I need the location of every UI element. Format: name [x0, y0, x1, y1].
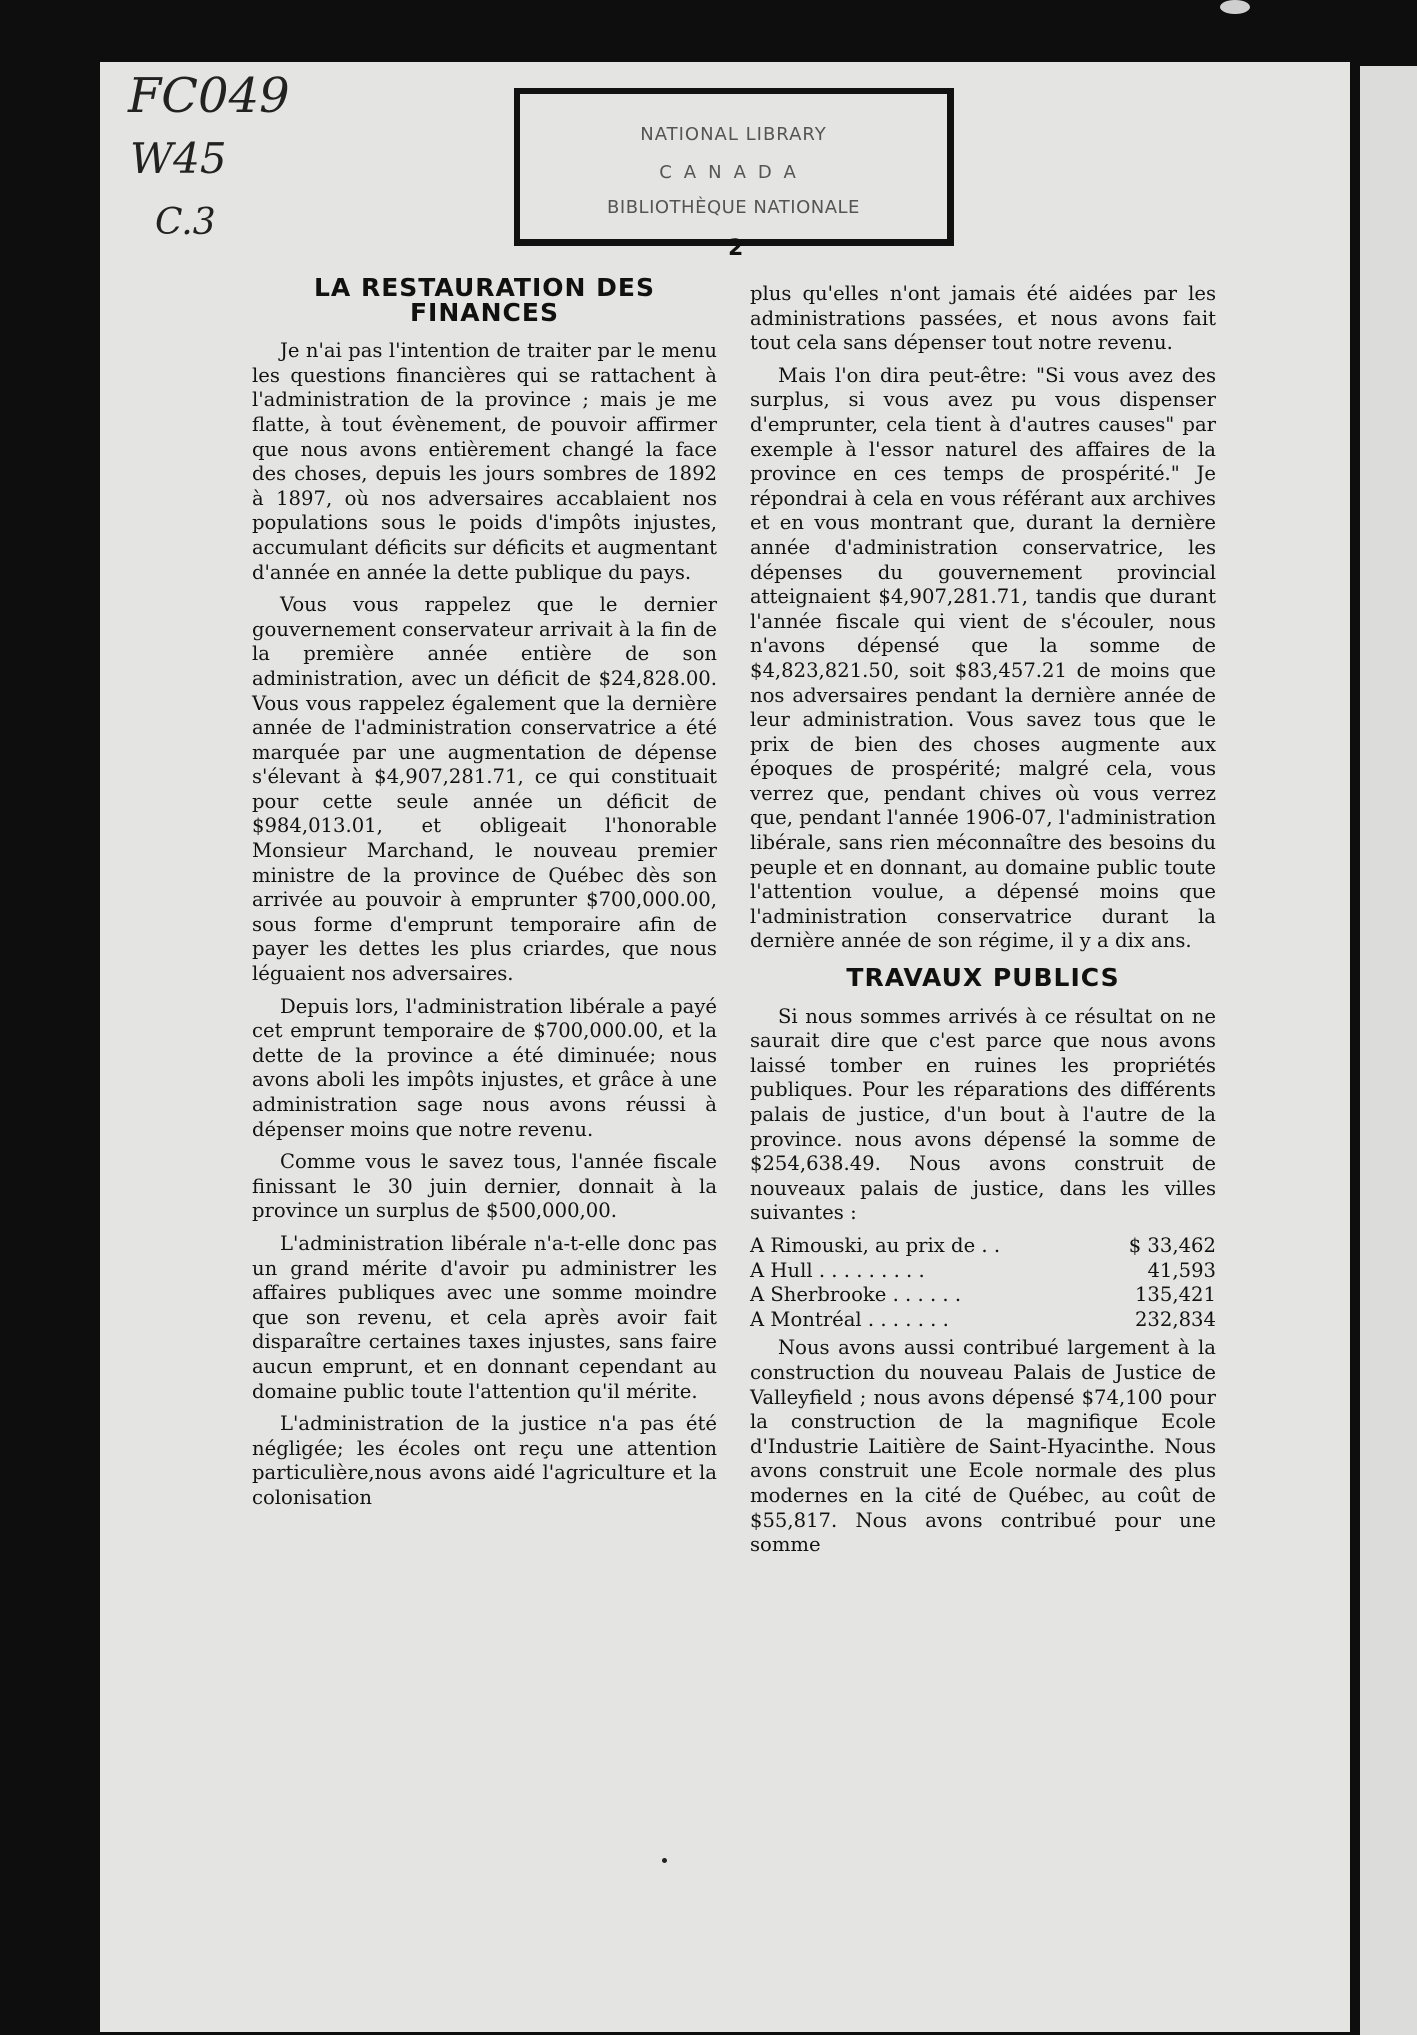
paragraph: L'administration libérale n'a-t-elle donc pas un grand mérite d'avoir pu administrer les affaires publiques avec une somme moindre que son revenu, et cela après avoir fait disparaître certaines taxes injustes, sans faire aucun emprunt, et en donnant cependant au domaine public toute l'attention qu'il mérite. [252, 1231, 717, 1403]
cost-label: A Rimouski, au prix de . . [750, 1233, 1001, 1257]
cost-value: 135,421 [1134, 1283, 1216, 1307]
stamp-line-2: CANADA [659, 162, 808, 183]
adjacent-page-edge [1360, 66, 1417, 2035]
paragraph: Je n'ai pas l'intention de traiter par le menu les questions financières qui se rattachent à l'administration de la province ; mais je me flatte, à tout évènement, de pouvoir affirmer que nous avons entièrement changé la face des choses, depuis les jours sombres de 1892 à 1897, où nos adversaires accablaient nos populations sous le poids d'impôts injustes, accumulant déficits sur déficits et augmentant d'année en année la dette publique du pays. [252, 339, 717, 584]
paragraph: Depuis lors, l'administration libérale a payé cet emprunt temporaire de $700,000.00, et la dette de la province a été diminuée; nous avons aboli les impôts injustes, et grâce à une administration sage nous avons réussi à dépenser moins que notre revenu. [252, 994, 717, 1141]
right-column [750, 282, 1216, 1566]
courthouse-cost-list [750, 1234, 1216, 1332]
cost-row [750, 1259, 1216, 1284]
paragraph: Mais l'on dira peut-être: "Si vous avez des surplus, si vous avez pu vous dispenser d'emprunter, cela tient à d'autres causes" par exemple à l'essor naturel des affaires de la province en ces temps de prospérité." Je répondrai à cela en vous référant aux archives et en vous montrant que, durant la dernière année d'administration conservatrice, les dépenses du gouvernement provincial atteignaient $4,907,281.71, tandis que durant l'année fiscale qui vient de s'écouler, nous n'avons dépensé que la somme de $4,823,821.50, soit $83,457.21 de moins que nos adversaires pendant la dernière année de leur administration. Vous savez tous que le prix de bien des choses augmente aux époques de prospérité; malgré cela, vous verrez que, pendant chives où vous verrez que, pendant l'année 1906-07, l'administration libérale, sans rien méconnaître des besoins du peuple et en donnant, au domaine public toute l'attention voulue, a dépensé moins que l'administration conservatrice durant la dernière année de son régime, il y a dix ans. [750, 363, 1216, 953]
cost-label: A Montréal . . . . . . . [750, 1307, 949, 1331]
section-heading-public-works: TRAVAUX PUBLICS [846, 963, 1120, 993]
cost-value: 232,834 [1134, 1307, 1216, 1331]
paragraph: Nous avons aussi contribué largement à la construction du nouveau Palais de Justice de Valleyfield ; nous avons dépensé $74,100 pour la construction de la magnifique Ecole d'Industrie Laitière de Saint-Hyacinthe. Nous avons construit une Ecole normale des plus modernes en la cité de Québec, au coût de $55,817. Nous avons contribué pour une somme [750, 1336, 1216, 1557]
stamp-line-3: BIBLIOTHÈQUE NATIONALE [607, 197, 860, 218]
cost-row [750, 1308, 1216, 1333]
section-heading-finances: LA RESTAURATION DES FINANCES [313, 273, 656, 327]
cost-row [750, 1283, 1216, 1308]
paragraph: Vous vous rappelez que le dernier gouvernement conservateur arrivait à la fin de la première année entière de son administration, avec un déficit de $24,828.00. Vous vous rappelez également que la dernière année de l'administration conservatrice a été marquée par une augmentation de dépense s'élevant à $4,907,281.71, ce qui constituait pour cette seule année un déficit de $984,013.01, et obligeait l'honorable Monsieur Marchand, le nouveau premier ministre de la province de Québec dès son arrivée au pouvoir à emprunter $700,000.00, sous forme d'emprunt temporaire afin de payer les dettes les plus criardes, que nous léguaient nos adversaires. [252, 593, 717, 986]
paragraph: Si nous sommes arrivés à ce résultat on ne saurait dire que c'est parce que nous avons laissé tomber en ruines les propriétés publiques. Pour les réparations des différents palais de justice, d'un bout à l'autre de la province. nous avons dépensé la somme de $254,638.49. Nous avons construit de nouveaux palais de justice, dans les villes suivantes : [750, 1004, 1216, 1225]
cost-value: $ 33,462 [1128, 1233, 1216, 1257]
cost-row [750, 1234, 1216, 1259]
handwritten-callnumber-line2: W45 [130, 134, 227, 183]
cost-label: A Sherbrooke . . . . . . [750, 1283, 962, 1307]
left-column [252, 273, 717, 1519]
cost-value: 41,593 [1147, 1258, 1216, 1282]
cost-label: A Hull . . . . . . . . . [750, 1258, 925, 1282]
paragraph: Comme vous le savez tous, l'année fiscale finissant le 30 juin dernier, donnait à la province un surplus de $500,000,00. [252, 1150, 717, 1223]
page-number: 2 [728, 236, 744, 261]
ink-dot [662, 1858, 667, 1863]
paragraph: plus qu'elles n'ont jamais été aidées par les administrations passées, et nous avons fait tout cela sans dépenser tout notre revenu. [750, 282, 1216, 355]
stamp-line-1: NATIONAL LIBRARY [640, 124, 827, 145]
paragraph: L'administration de la justice n'a pas été négligée; les écoles ont reçu une attention particulière,nous avons aidé l'agriculture et la colonisation [252, 1412, 717, 1509]
library-stamp [514, 88, 954, 246]
handwritten-copy-number: C.3 [155, 202, 216, 243]
scan-speck [1220, 0, 1250, 14]
handwritten-callnumber-line1: FC049 [128, 68, 290, 124]
